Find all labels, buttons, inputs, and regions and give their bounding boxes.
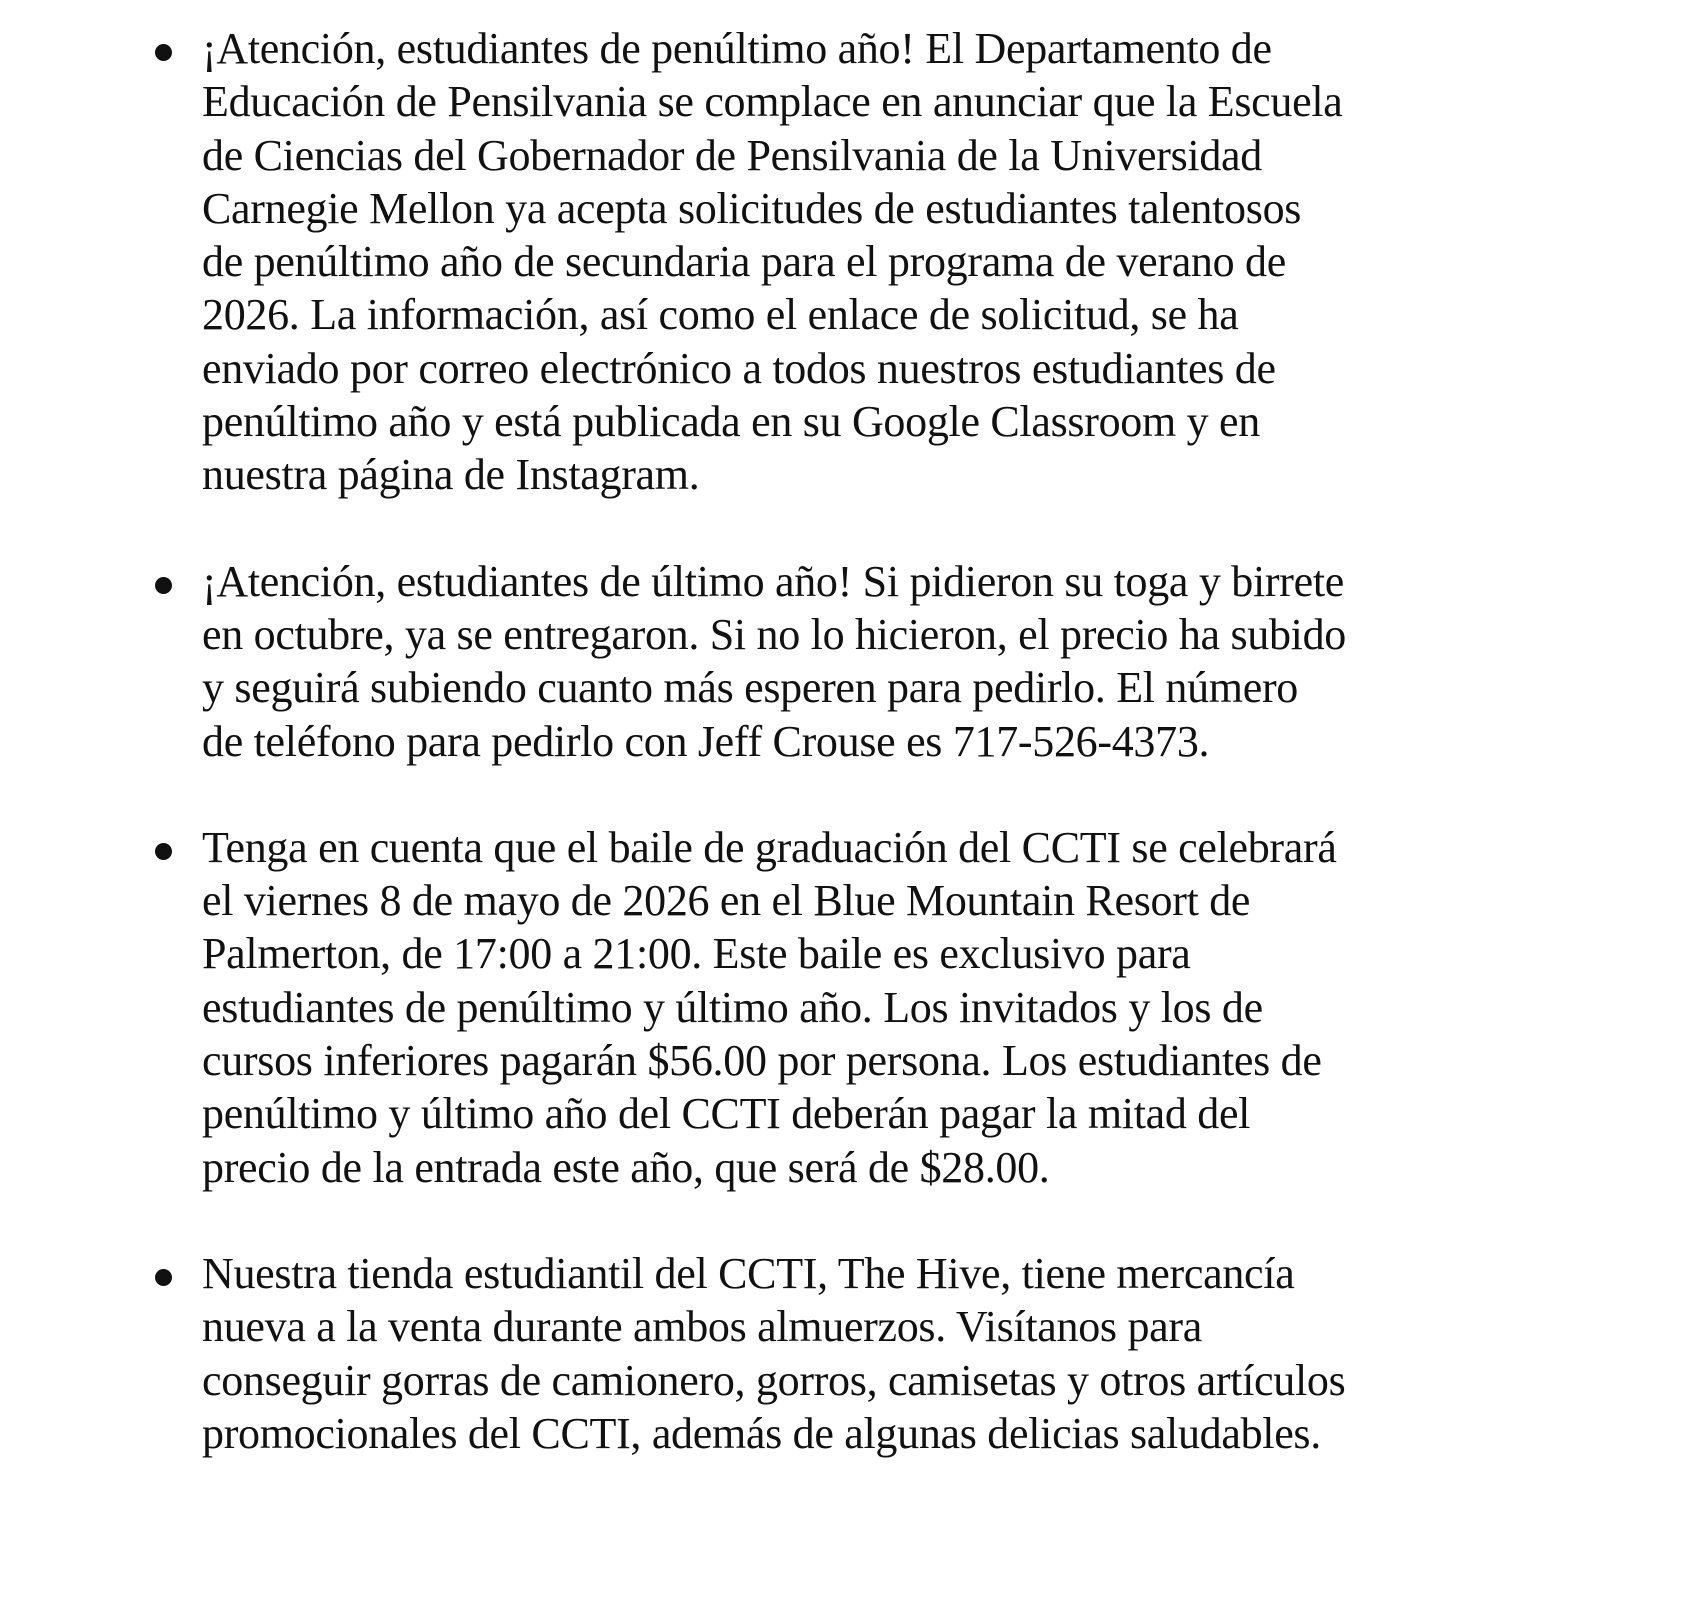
announcement-senior-cap-and-gown [150,555,1630,768]
text-line: en octubre, ya se entregaron. Si no lo hicieron, el precio ha subido [202,609,1347,659]
text-line: penúltimo año y está publicada en su Google Classroom y en [202,397,1260,447]
bullet-icon [155,577,172,594]
announcement-list [150,22,1630,1460]
text-line: ¡Atención, estudiantes de penúltimo año! El Departamento de [202,24,1272,73]
text-line: estudiantes de penúltimo y último año. Los invitados y los de [202,982,1263,1032]
text-line: precio de la entrada este año, que será de $28.00. [202,1142,1050,1192]
text-line: Nuestra tienda estudiantil del CCTI, The Hive, tiene mercancía [202,1248,1295,1298]
text-line: Carnegie Mellon ya acepta solicitudes de estudiantes talentosos [202,183,1302,233]
text-line: cursos inferiores pagarán $56.00 por persona. Los estudiantes de [202,1036,1322,1086]
text-line: de penúltimo año de secundaria para el programa de verano de [202,237,1286,287]
text-line: y seguirá subiendo cuanto más esperen para pedirlo. El número [202,663,1299,713]
announcement-ccti-prom [150,821,1630,1194]
text-line: nuestra página de Instagram. [202,450,700,500]
text-line: conseguir gorras de camionero, gorros, camisetas y otros artículos [202,1355,1346,1405]
bullet-icon [155,1269,172,1286]
announcement-penultimate-year-governors-school [150,22,1630,502]
text-line: Tenga en cuenta que el baile de graduación del CCTI se celebrará [202,822,1337,872]
text-line: de teléfono para pedirlo con Jeff Crouse es 717-526-4373. [202,716,1210,766]
text-line: 2026. La información, así como el enlace de solicitud, se ha [202,290,1239,340]
text-line: penúltimo y último año del CCTI deberán pagar la mitad del [202,1089,1251,1139]
announcement-the-hive-store [150,1247,1630,1460]
text-line: de Ciencias del Gobernador de Pensilvania de la Universidad [202,130,1262,180]
text-line: el viernes 8 de mayo de 2026 en el Blue Mountain Resort de [202,876,1251,926]
text-line: promocionales del CCTI, además de algunas delicias saludables. [202,1408,1321,1458]
text-line: Palmerton, de 17:00 a 21:00. Este baile es exclusivo para [202,929,1191,979]
text-line: nueva a la venta durante ambos almuerzos. Visítanos para [202,1302,1202,1352]
bullet-icon [155,44,172,61]
bullet-icon [155,843,172,860]
text-line: enviado por correo electrónico a todos nuestros estudiantes de [202,343,1276,393]
text-line: Educación de Pensilvania se complace en anunciar que la Escuela [202,77,1343,127]
text-line: ¡Atención, estudiantes de último año! Si pidieron su toga y birrete [202,556,1344,606]
